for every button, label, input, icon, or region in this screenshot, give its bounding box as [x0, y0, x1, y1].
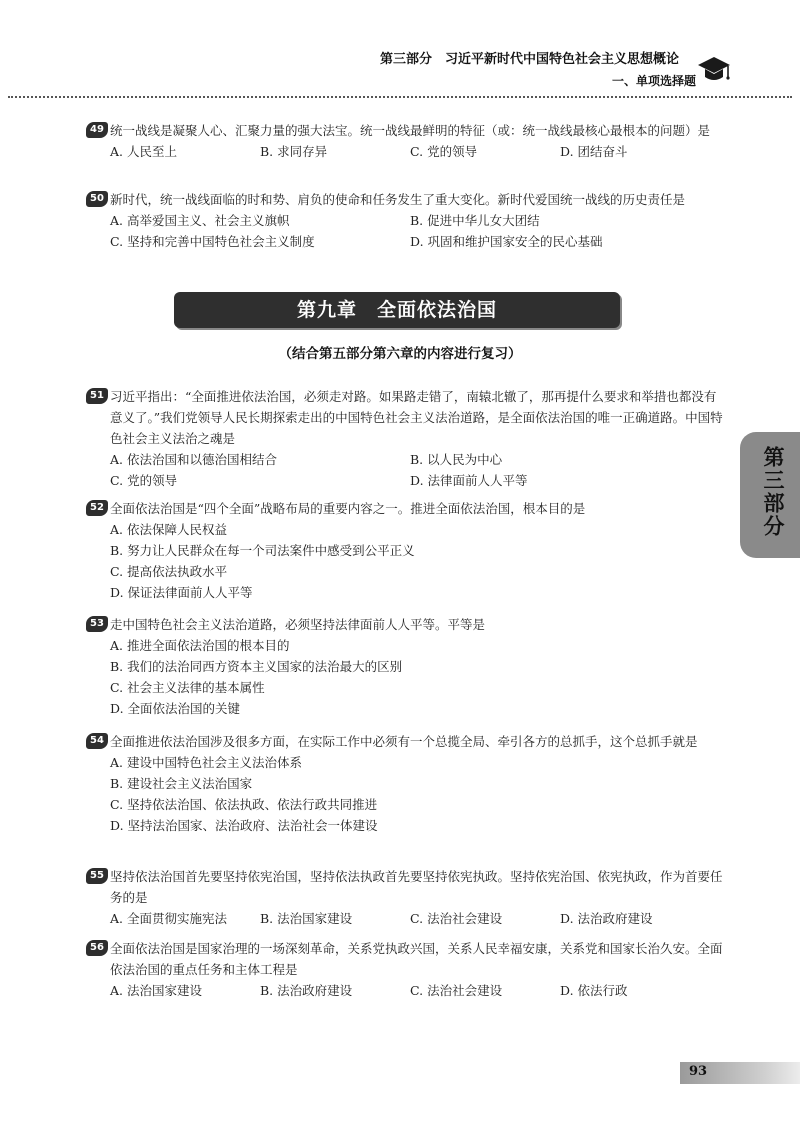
- question-number-badge: 51: [86, 388, 108, 404]
- question-number-badge: 56: [86, 940, 108, 956]
- option-d: D. 坚持法治国家、法治政府、法治社会一体建设: [110, 818, 378, 833]
- option-c: C. 社会主义法律的基本属性: [110, 680, 265, 695]
- option-b: B. 法治国家建设: [260, 911, 353, 926]
- question-number-badge: 54: [86, 733, 108, 749]
- question-stem: [86, 731, 726, 752]
- option-c: C. 坚持和完善中国特色社会主义制度: [110, 234, 315, 249]
- question-number-badge: 52: [86, 500, 108, 516]
- option-c: C. 法治社会建设: [410, 983, 503, 998]
- question-49: [86, 120, 726, 162]
- option-a: A. 高举爱国主义、社会主义旗帜: [110, 213, 290, 228]
- question-text: 全面依法治国是国家治理的一场深刻革命，关系党执政兴国，关系人民幸福安康，关系党和国家长治久安。全面依法治国的重点任务和主体工程是: [110, 941, 723, 977]
- side-tab-label: 第三部分: [761, 446, 785, 538]
- question-text: 新时代，统一战线面临的时和势、肩负的使命和任务发生了重大变化。新时代爱国统一战线的历史责任是: [110, 192, 686, 207]
- option-c: C. 党的领导: [410, 144, 478, 159]
- part-side-tab: [740, 432, 800, 558]
- question-stem: [86, 498, 726, 519]
- question-53: [86, 614, 726, 719]
- options: [86, 141, 726, 162]
- question-stem: [86, 614, 726, 635]
- options: [86, 980, 726, 1001]
- question-50: [86, 189, 726, 252]
- option-b: B. 建设社会主义法治国家: [110, 776, 253, 791]
- question-stem: [86, 938, 726, 980]
- option-d: D. 法治政府建设: [560, 911, 653, 926]
- option-d: D. 法律面前人人平等: [410, 473, 528, 488]
- chapter-title-banner: 第九章 全面依法治国: [174, 292, 620, 328]
- question-text: 全面依法治国是“四个全面”战略布局的重要内容之一。推进全面依法治国，根本目的是: [110, 501, 586, 516]
- option-b: B. 我们的法治同西方资本主义国家的法治最大的区别: [110, 659, 403, 674]
- option-a: A. 依法保障人民权益: [110, 522, 227, 537]
- header-divider: [8, 96, 792, 98]
- option-a: A. 依法治国和以德治国相结合: [110, 452, 277, 467]
- option-d: D. 保证法律面前人人平等: [110, 585, 253, 600]
- option-b: B. 努力让人民群众在每一个司法案件中感受到公平正义: [110, 543, 415, 558]
- options: [86, 519, 726, 603]
- question-52: [86, 498, 726, 603]
- question-stem: [86, 189, 726, 210]
- options: [86, 635, 726, 719]
- question-number-badge: 55: [86, 868, 108, 884]
- question-number-badge: 50: [86, 191, 108, 207]
- question-54: [86, 731, 726, 836]
- option-b: B. 法治政府建设: [260, 983, 353, 998]
- options: [86, 449, 726, 491]
- option-a: A. 全面贯彻实施宪法: [110, 911, 227, 926]
- question-text: 走中国特色社会主义法治道路，必须坚持法律面前人人平等。平等是: [110, 617, 486, 632]
- option-a: A. 推进全面依法治国的根本目的: [110, 638, 290, 653]
- question-text: 坚持依法治国首先要坚持依宪治国，坚持依法执政首先要坚持依宪执政。坚持依宪治国、依宪执政，作为首要任务的是: [110, 869, 723, 905]
- option-a: A. 法治国家建设: [110, 983, 202, 998]
- option-b: B. 促进中华儿女大团结: [410, 213, 540, 228]
- option-a: A. 人民至上: [110, 144, 177, 159]
- option-d: D. 依法行政: [560, 983, 628, 998]
- question-text: 全面推进依法治国涉及很多方面，在实际工作中必须有一个总揽全局、牵引各方的总抓手，这个总抓手就是: [110, 734, 698, 749]
- part-title: 第三部分 习近平新时代中国特色社会主义思想概论: [380, 52, 680, 67]
- option-d: D. 巩固和维护国家安全的民心基础: [410, 234, 603, 249]
- option-d: D. 团结奋斗: [560, 144, 628, 159]
- option-c: C. 法治社会建设: [410, 911, 503, 926]
- options: [86, 752, 726, 836]
- chapter-review-note: （结合第五部分第六章的内容进行复习）: [278, 346, 522, 362]
- question-text: 习近平指出：“全面推进依法治国，必须走对路。如果路走错了，南辕北辙了，那再提什么要求和举措也都没有意义了。”我们党领导人民长期探索走出的中国特色社会主义法治道路，是全面依法治国的唯一正确道路。中国特色社会主义法治之魂是: [110, 389, 723, 446]
- page-number: 93: [689, 1064, 708, 1079]
- option-b: B. 以人民为中心: [410, 452, 503, 467]
- question-stem: [86, 120, 726, 141]
- options: [86, 210, 726, 252]
- option-b: B. 求同存异: [260, 144, 328, 159]
- option-c: C. 坚持依法治国、依法执政、依法行政共同推进: [110, 797, 378, 812]
- option-c: C. 党的领导: [110, 473, 178, 488]
- question-55: [86, 866, 726, 929]
- question-stem: [86, 866, 726, 908]
- option-c: C. 提高依法执政水平: [110, 564, 228, 579]
- option-d: D. 全面依法治国的关键: [110, 701, 241, 716]
- section-title: 一、单项选择题: [611, 74, 696, 88]
- question-number-badge: 53: [86, 616, 108, 632]
- question-stem: [86, 386, 726, 449]
- question-51: [86, 386, 726, 491]
- option-a: A. 建设中国特色社会主义法治体系: [110, 755, 302, 770]
- options: [86, 908, 726, 929]
- question-56: [86, 938, 726, 1001]
- question-number-badge: 49: [86, 122, 108, 138]
- graduation-cap-icon: [697, 55, 731, 85]
- question-text: 统一战线是凝聚人心、汇聚力量的强大法宝。统一战线最鲜明的特征（或：统一战线最核心最根本的问题）是: [110, 123, 711, 138]
